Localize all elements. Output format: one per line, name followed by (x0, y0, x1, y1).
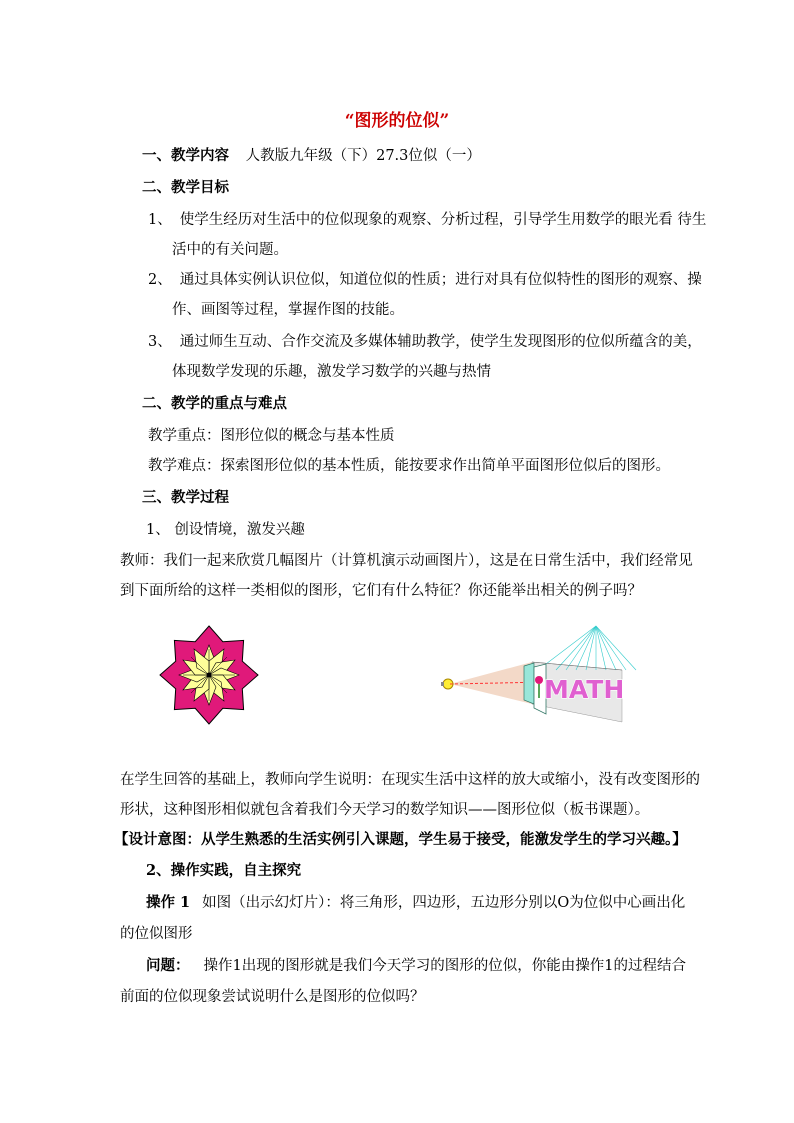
section-heading-goals: 二、教学目标 (142, 179, 229, 196)
question-label: 问题： (146, 957, 190, 974)
goal-text: 使学生经历对生活中的位似现象的观察、分析过程，引导学生用数学的眼光看 待生 (179, 212, 707, 228)
goal-2-line-2: 作、画图等过程，掌握作图的技能。 (172, 302, 404, 318)
flower-icon (535, 676, 543, 684)
star-center (207, 673, 212, 678)
teacher-line-2: 到下面所给的这样一类相似的图形，它们有什么特征？你还能举出相关的例子吗？ (120, 583, 642, 599)
question-text: 操作1出现的图形就是我们今天学习的图形的位似，你能由操作1的过程结合 (203, 958, 686, 974)
bulb-base (441, 682, 444, 686)
goal-1-line-2: 活中的有关问题。 (172, 242, 288, 258)
goal-text: 通过具体实例认识位似，知道位似的性质；进行对具有位似特性的图形的观察、操 (179, 272, 702, 288)
question-line-2: 前面的位似现象尝试说明什么是图形的位似吗？ (120, 989, 425, 1005)
projection-figure (436, 622, 654, 730)
section-teaching-content (142, 146, 481, 166)
slide-small (524, 663, 534, 704)
section-text: 人教版九年级（下）27.3位似（一） (245, 148, 481, 164)
goal-1-line-1 (148, 210, 706, 230)
operation-1-line-2: 的位似图形 (120, 926, 193, 942)
goal-number: 1、 (148, 212, 172, 228)
section-heading: 一、教学内容 (142, 147, 229, 164)
explain-line-2: 形状，这种图形相似就包含着我们今天学习的数学知识——图形位似（板书课题）。 (120, 802, 650, 818)
projection-rays (546, 626, 636, 670)
key-point: 教学重点：图形位似的概念与基本性质 (148, 428, 395, 444)
goal-number: 3、 (148, 334, 172, 350)
document-title: “图形的位似” (344, 111, 450, 131)
operation-text: 如图（出示幻灯片）：将三角形，四边形，五边形分别以O为位似中心画出化 (202, 895, 686, 911)
goal-number: 2、 (148, 272, 172, 288)
explain-line-1: 在学生回答的基础上，教师向学生说明：在现实生活中这样的放大或缩小，没有改变图形的 (120, 772, 700, 788)
star-figure (158, 624, 260, 726)
goal-3-line-2: 体现数学发现的乐趣，激发学习数学的兴趣与热情 (172, 364, 491, 380)
math-text: MATH (544, 675, 625, 704)
design-intent: 【设计意图：从学生熟悉的生活实例引入课题，学生易于接受，能激发学生的学习兴趣。】 (114, 831, 687, 848)
section-heading-key-points: 二、教学的重点与难点 (142, 395, 287, 412)
step-1: 1、 创设情境，激发兴趣 (146, 522, 305, 538)
difficulty-point: 教学难点：探索图形位似的基本性质，能按要求作出简单平面图形位似后的图形。 (148, 458, 670, 474)
section-heading-process: 三、教学过程 (142, 489, 229, 506)
operation-1-line-1 (146, 893, 685, 913)
operation-label: 操作 1 (146, 894, 191, 911)
teacher-line-1: 教师：我们一起来欣赏几幅图片（计算机演示动画图片），这是在日常生活中，我们经常见 (120, 553, 693, 569)
step-2: 2、操作实践，自主探究 (146, 862, 302, 879)
goal-text: 通过师生互动、合作交流及多媒体辅助教学，使学生发现图形的位似所蕴含的美， (179, 334, 702, 350)
goal-3-line-1 (148, 332, 702, 352)
goal-2-line-1 (148, 270, 702, 290)
question-line-1 (146, 956, 686, 976)
